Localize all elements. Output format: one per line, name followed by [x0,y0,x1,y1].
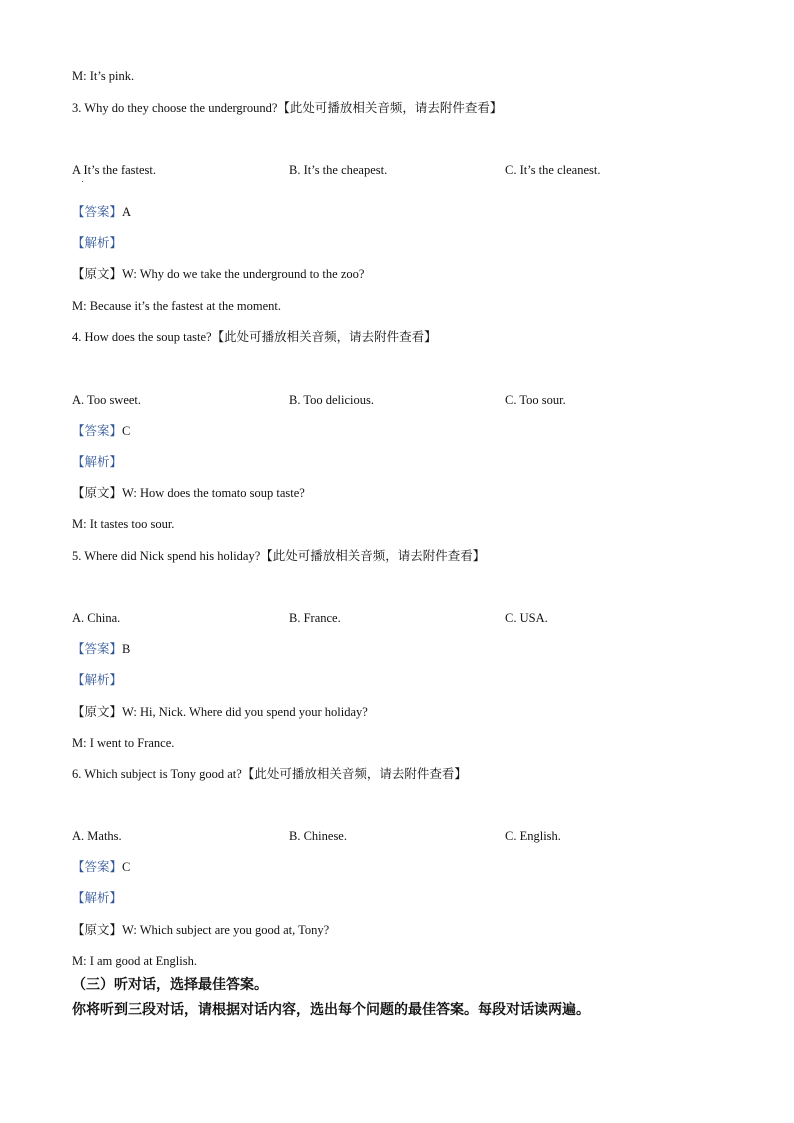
option-a: A It’s the fastest. [72,163,157,177]
audio-note: 【此处可播放相关音频，请去附件查看】 [277,101,503,115]
stray-mark [82,181,83,182]
question-3 [72,100,502,116]
option-c: C. It’s the cleanest. [505,163,601,177]
option-c: C. English. [505,829,561,843]
question-text: 5. Where did Nick spend his holiday? [72,549,261,563]
analysis-label: 【解析】 [72,236,123,250]
audio-note: 【此处可播放相关音频，请去附件查看】 [211,330,437,344]
original-line [72,485,305,501]
original-text: W: Which subject are you good at, Tony? [122,923,330,937]
answer-label: 【答案】 [72,424,123,438]
option-b: B. It’s the cheapest. [289,163,388,177]
reply-line: M: I am good at English. [72,954,197,968]
answer-value: C [122,424,131,438]
analysis-line [72,672,122,688]
answer-label: 【答案】 [72,642,123,656]
option-a: A. China. [72,611,121,625]
analysis-line [72,890,122,906]
answer-label: 【答案】 [72,860,123,874]
original-line [72,704,368,720]
question-5 [72,548,485,564]
option-c: C. USA. [505,611,548,625]
question-6 [72,766,467,782]
option-a: A. Too sweet. [72,393,142,407]
analysis-line [72,235,122,251]
analysis-line [72,454,122,470]
option-c: C. Too sour. [505,393,566,407]
original-label: 【原文】 [72,486,123,500]
option-b: B. Too delicious. [289,393,375,407]
option-a: A. Maths. [72,829,122,843]
analysis-label: 【解析】 [72,891,123,905]
original-label: 【原文】 [72,705,123,719]
analysis-label: 【解析】 [72,673,123,687]
answer-value: B [122,642,131,656]
original-label: 【原文】 [72,923,123,937]
original-text: W: Hi, Nick. Where did you spend your holiday? [122,705,368,719]
answer-line [72,641,130,657]
answer-label: 【答案】 [72,205,123,219]
original-label: 【原文】 [72,267,123,281]
original-text: W: How does the tomato soup taste? [122,486,305,500]
original-text: W: Why do we take the underground to the zoo? [122,267,365,281]
option-b: B. France. [289,611,341,625]
question-text: 3. Why do they choose the underground? [72,101,278,115]
reply-line: M: It tastes too sour. [72,517,175,531]
answer-value: C [122,860,131,874]
option-b: B. Chinese. [289,829,347,843]
audio-note: 【此处可播放相关音频，请去附件查看】 [241,767,467,781]
original-line [72,922,329,938]
question-4 [72,329,437,345]
answer-line [72,859,130,875]
reply-line: M: Because it’s the fastest at the moment. [72,299,281,313]
answer-value: A [122,205,132,219]
dialogue-line: M: It’s pink. [72,69,135,83]
section-title: （三）听对话，选择最佳答案。 [72,978,268,993]
question-text: 6. Which subject is Tony good at? [72,767,242,781]
analysis-label: 【解析】 [72,455,123,469]
answer-line [72,423,130,439]
original-line [72,266,364,282]
section-instruction: 你将听到三段对话，请根据对话内容，选出每个问题的最佳答案。每段对话读两遍。 [72,1003,590,1018]
audio-note: 【此处可播放相关音频，请去附件查看】 [260,549,486,563]
reply-line: M: I went to France. [72,736,175,750]
answer-line [72,204,131,220]
question-text: 4. How does the soup taste? [72,330,212,344]
